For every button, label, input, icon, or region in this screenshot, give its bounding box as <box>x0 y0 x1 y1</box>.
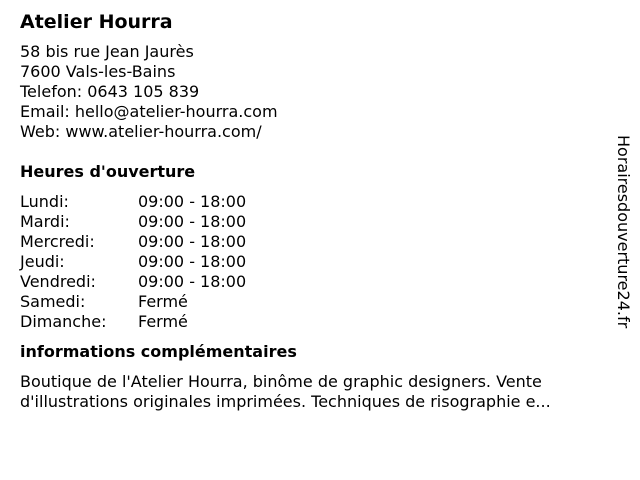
hours-day: Lundi: <box>20 192 69 211</box>
hours-day: Samedi: <box>20 292 86 311</box>
opening-hours-table <box>20 192 605 332</box>
additional-info-heading: informations complémentaires <box>20 342 297 361</box>
hours-time: Fermé <box>138 312 188 331</box>
hours-row-saturday <box>20 292 605 312</box>
email-line: Email: hello@atelier-hourra.com <box>20 102 278 121</box>
phone-line: Telefon: 0643 105 839 <box>20 82 200 101</box>
hours-row-thursday <box>20 252 605 272</box>
hours-day: Mardi: <box>20 212 70 231</box>
business-card <box>20 10 605 412</box>
web-line: Web: www.atelier-hourra.com/ <box>20 122 262 141</box>
hours-day: Dimanche: <box>20 312 107 331</box>
address-line-2: 7600 Vals-les-Bains <box>20 62 176 81</box>
additional-info-text: Boutique de l'Atelier Hourra, binôme de graphic designers. Vente d'illustrations originales imprimées. Techniques de risographie e... <box>20 372 551 411</box>
hours-day: Mercredi: <box>20 232 95 251</box>
hours-time: 09:00 - 18:00 <box>138 272 247 291</box>
hours-time: 09:00 - 18:00 <box>138 192 247 211</box>
hours-time: 09:00 - 18:00 <box>138 212 247 231</box>
opening-hours-heading: Heures d'ouverture <box>20 162 196 181</box>
hours-day: Jeudi: <box>20 252 65 271</box>
hours-row-friday <box>20 272 605 292</box>
hours-row-sunday <box>20 312 605 332</box>
hours-day: Vendredi: <box>20 272 96 291</box>
hours-time: 09:00 - 18:00 <box>138 252 247 271</box>
hours-row-tuesday <box>20 212 605 232</box>
hours-time: Fermé <box>138 292 188 311</box>
hours-row-monday <box>20 192 605 212</box>
business-name: Atelier Hourra <box>20 11 173 33</box>
address-line-1: 58 bis rue Jean Jaurès <box>20 42 194 61</box>
site-watermark: Horairesdouverture24.fr <box>614 135 633 329</box>
hours-row-wednesday <box>20 232 605 252</box>
hours-time: 09:00 - 18:00 <box>138 232 247 251</box>
